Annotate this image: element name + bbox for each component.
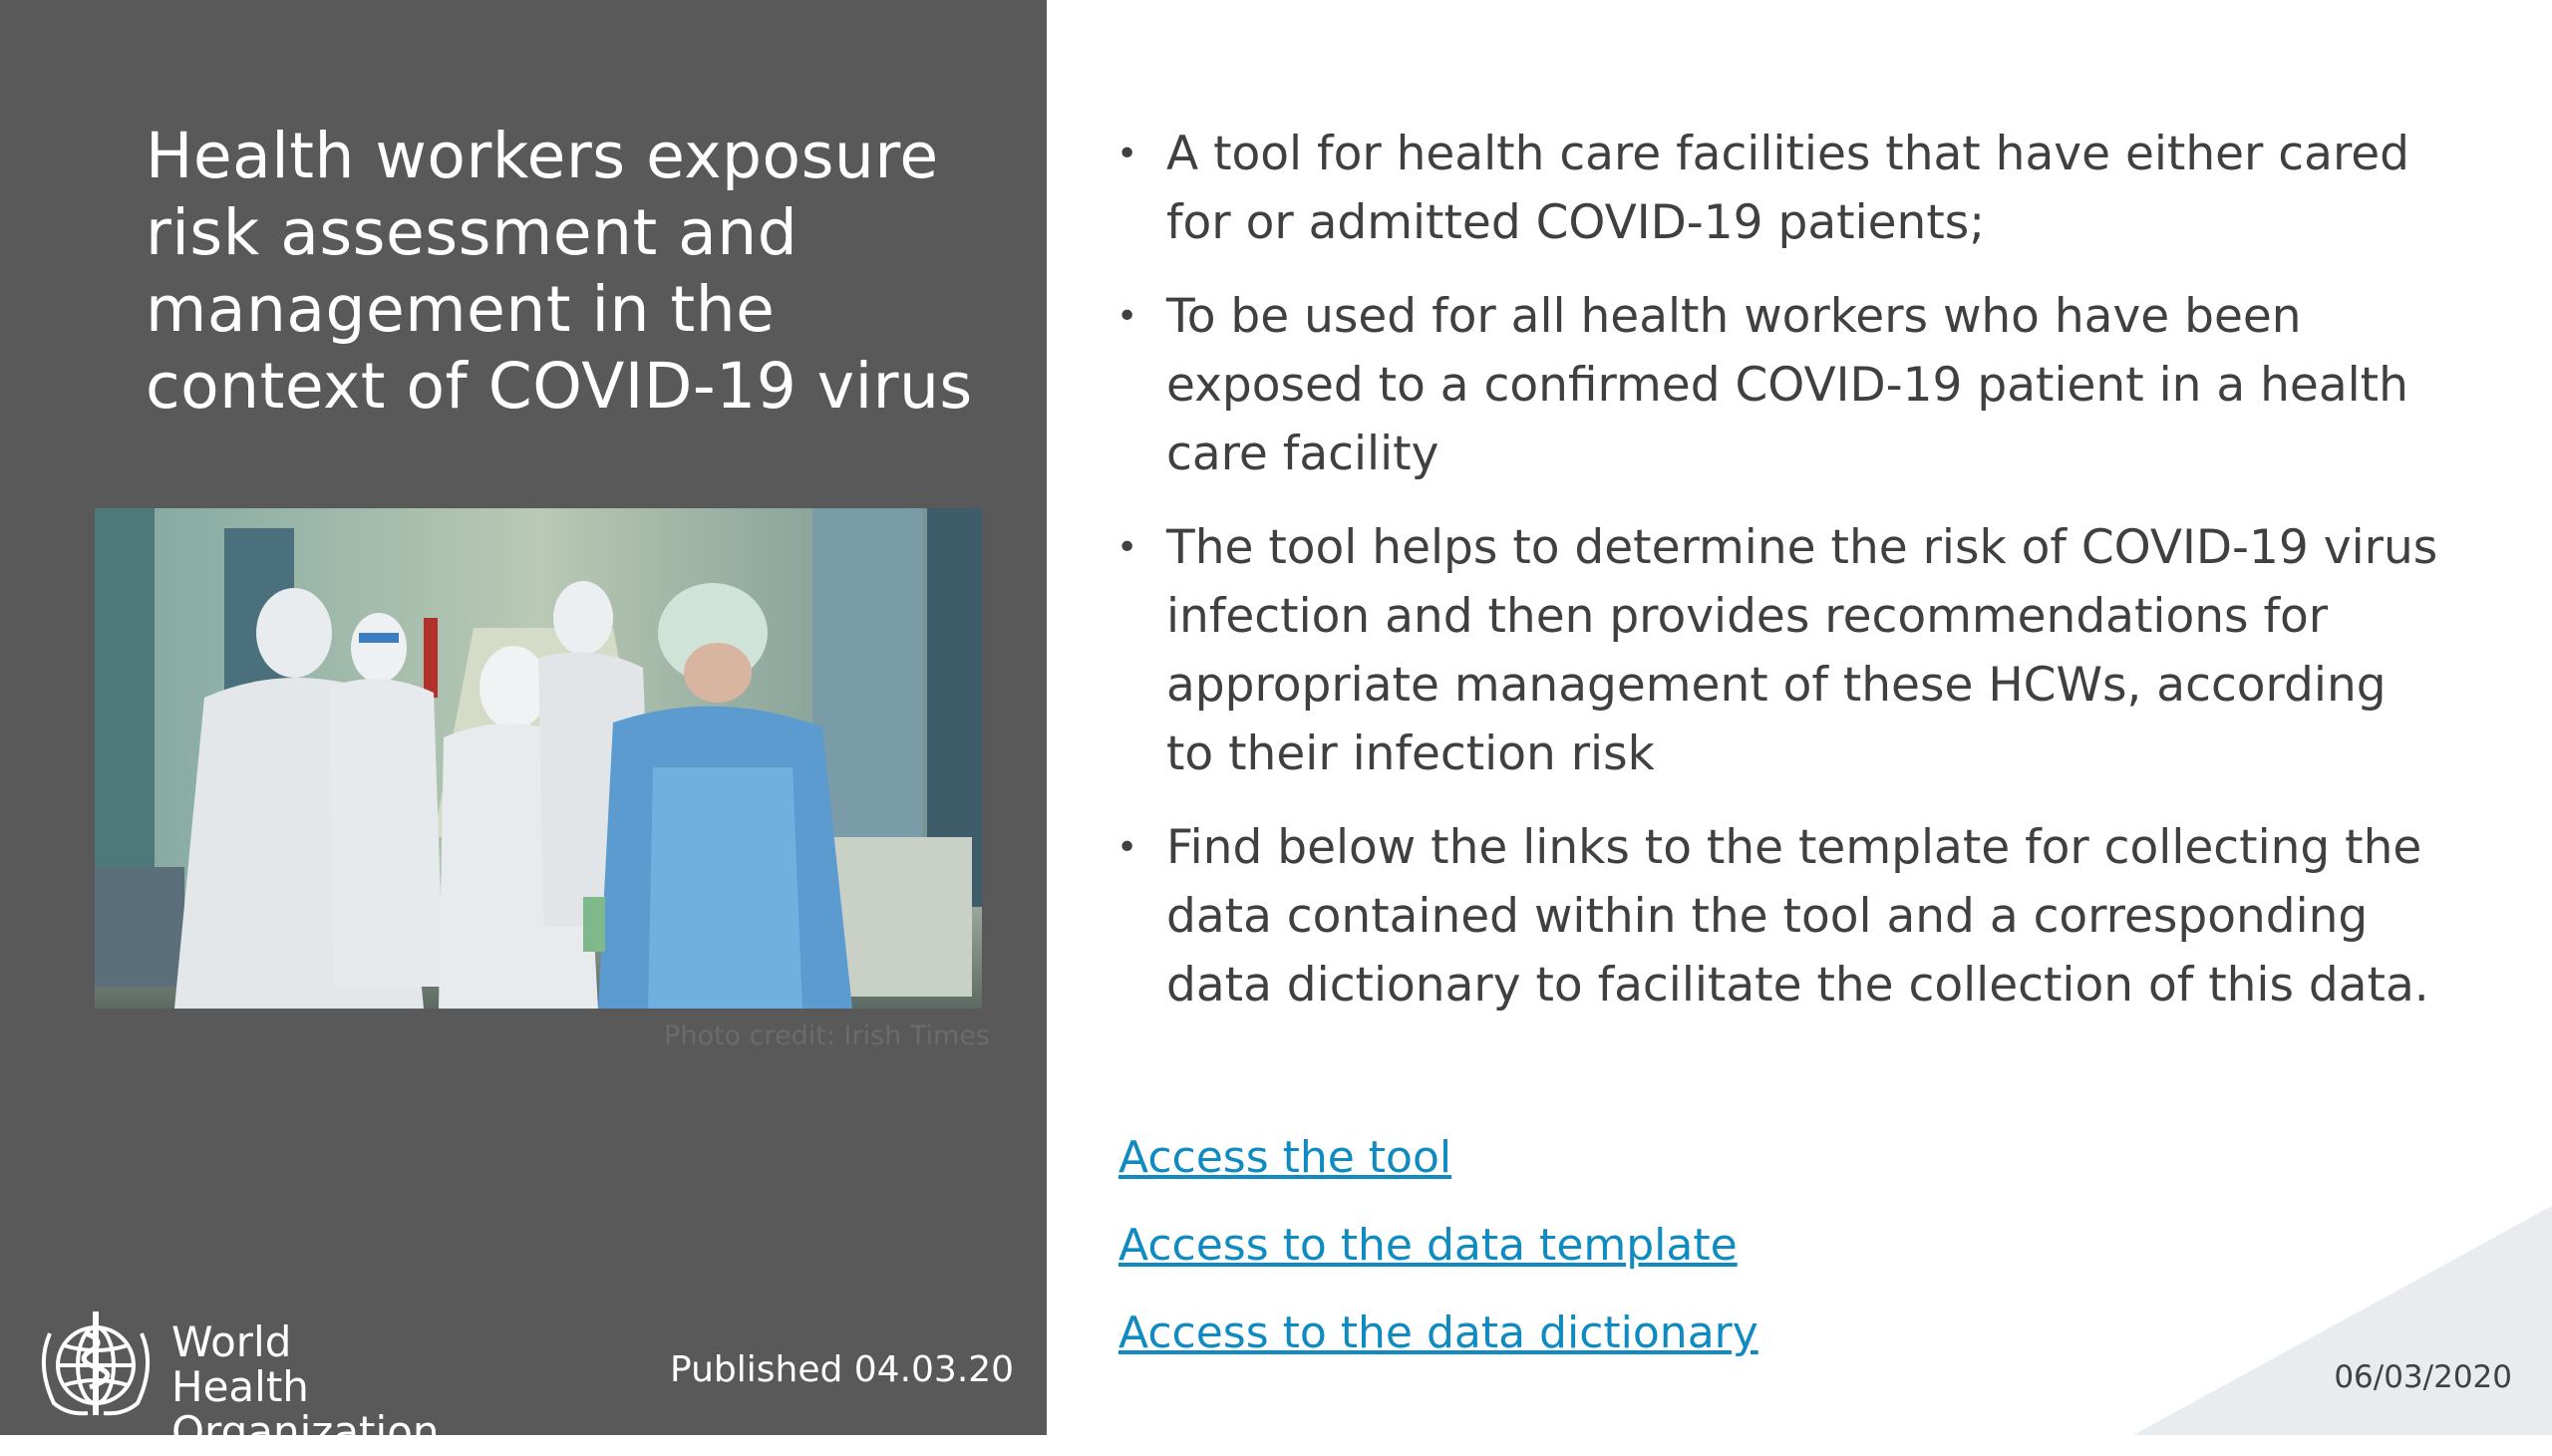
access-data-template-link[interactable]: Access to the data template	[1118, 1220, 1738, 1271]
who-wordmark-line1: World Health	[171, 1317, 309, 1411]
slide-date: 06/03/2020	[2334, 1359, 2512, 1395]
published-date: Published 04.03.20	[670, 1349, 1015, 1390]
bullet-dot-icon: •	[1116, 527, 1138, 568]
photo-credit: Photo credit: Irish Times	[664, 1020, 990, 1051]
bullet-dot-icon: •	[1116, 827, 1138, 868]
who-wordmark-line2: Organization	[171, 1407, 440, 1456]
bullet-text: Find below the links to the template for collecting the data contained within the tool and a corresponding data dictionary to facilitate the collection of this data.	[1166, 820, 2429, 1013]
bullet-text: The tool helps to determine the risk of COVID-19 virus infection and then provides recommendations for appropriate management of these HCWs, according to their infection risk	[1166, 520, 2438, 781]
bullet-item	[1116, 513, 2442, 788]
bullet-text: A tool for health care facilities that have either cared for or admitted COVID-19 patients;	[1166, 127, 2409, 250]
bullet-item	[1116, 813, 2442, 1019]
corner-decoration	[2133, 1206, 2552, 1435]
bullet-dot-icon: •	[1116, 296, 1138, 337]
slide-title: Health workers exposure risk assessment and management in the context of COVID-19 virus	[146, 120, 973, 423]
access-data-dictionary-link[interactable]: Access to the data dictionary	[1118, 1308, 1758, 1358]
photo-illustration	[95, 508, 982, 1009]
bullet-text: To be used for all health workers who have been exposed to a confirmed COVID-19 patient in a health care facility	[1166, 289, 2408, 481]
health-workers-photo	[95, 508, 982, 1009]
who-emblem-icon	[28, 1304, 167, 1423]
bullet-item	[1116, 120, 2442, 257]
who-wordmark	[171, 1319, 440, 1454]
link-list	[1118, 1114, 1758, 1377]
left-panel	[0, 0, 1047, 1456]
bullet-list	[1116, 120, 2442, 1019]
content-area	[1116, 120, 2442, 1044]
who-logo[interactable]	[28, 1304, 440, 1456]
bullet-item	[1116, 282, 2442, 488]
bullet-dot-icon: •	[1116, 134, 1138, 174]
access-tool-link[interactable]: Access the tool	[1118, 1132, 1452, 1183]
